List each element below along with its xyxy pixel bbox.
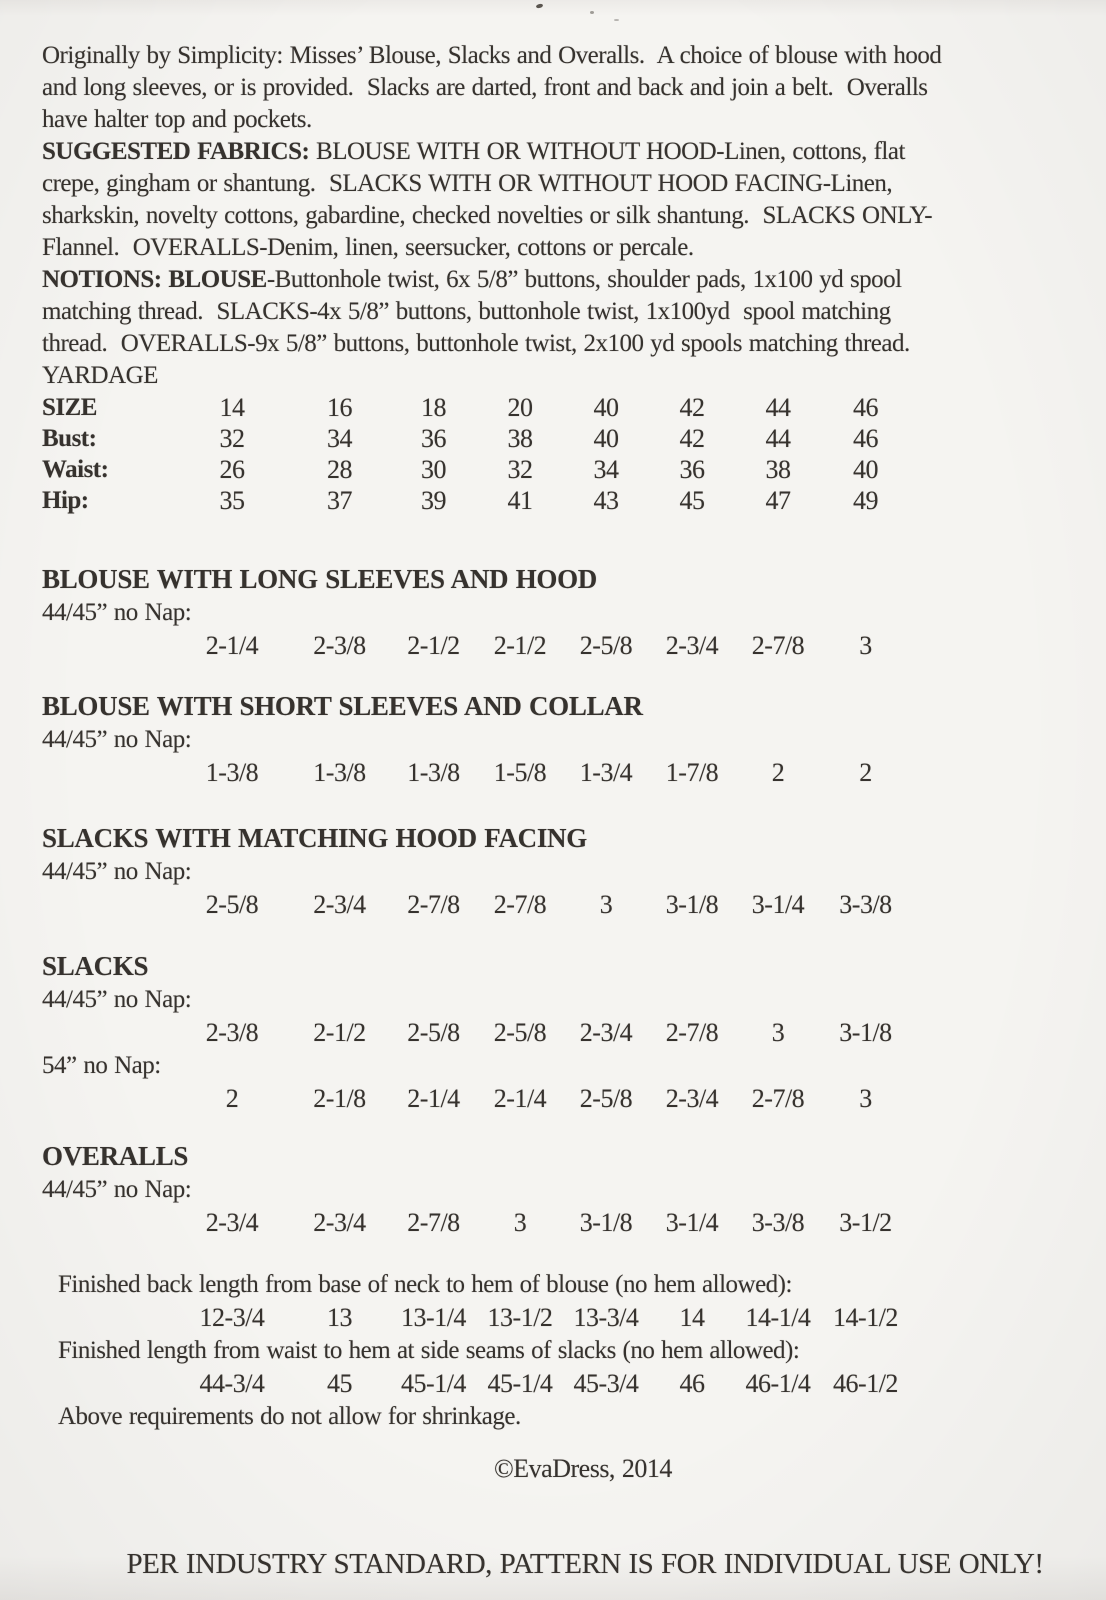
- yardage-value: 2-3/8: [313, 631, 366, 660]
- yardage-value: 2-5/8: [205, 890, 259, 919]
- line-text: -Buttonhole twist, 6x 5/8” buttons, shoulder pads, 1x100 yd spool: [266, 266, 902, 293]
- finished-length-values: [175, 1301, 1068, 1334]
- finished-length-value: 46-1/2: [833, 1369, 898, 1398]
- yardage-value: 3: [513, 1208, 527, 1237]
- yardage-value: 2-7/8: [751, 1084, 805, 1113]
- text-line: [42, 136, 1068, 168]
- yardage-value: 2-7/8: [407, 890, 460, 919]
- yardage-value: 2-5/8: [493, 1018, 547, 1047]
- scan-speck: [590, 11, 594, 14]
- yardage-values-row: [175, 629, 1068, 662]
- size-value: 39: [421, 486, 446, 515]
- yardage-value: 2-3/4: [313, 890, 366, 919]
- size-table-row: [42, 423, 1068, 454]
- finished-length-value: 45-3/4: [573, 1369, 639, 1398]
- size-value: 40: [853, 455, 878, 484]
- yardage-value: 2-1/2: [313, 1018, 366, 1047]
- finished-length-value: 14-1/2: [833, 1303, 898, 1332]
- yardage-value: 3: [771, 1018, 785, 1047]
- scan-speck: [614, 19, 619, 21]
- description-paragraphs: [42, 40, 1068, 360]
- section-title: BLOUSE WITH SHORT SLEEVES AND COLLAR: [42, 691, 643, 721]
- size-value: 28: [327, 455, 352, 484]
- section-title: OVERALLS: [42, 1141, 189, 1171]
- finished-length-value: 45-1/4: [487, 1369, 553, 1398]
- text-line: [42, 296, 1068, 328]
- yardage-value: 3-3/8: [751, 1208, 805, 1237]
- yardage-value: 3: [599, 890, 613, 919]
- size-value: 26: [219, 455, 245, 484]
- size-table-row: [42, 454, 1068, 485]
- size-value: 38: [765, 455, 791, 484]
- yardage-values-row: [175, 1016, 1068, 1049]
- finished-length-value: 13-3/4: [573, 1303, 639, 1332]
- size-value: 36: [679, 455, 705, 484]
- finished-length-value: 44-3/4: [199, 1369, 265, 1398]
- yardage-value: 3-1/2: [839, 1208, 892, 1237]
- size-value: 46: [853, 424, 878, 453]
- size-value: 18: [421, 393, 446, 422]
- line-text: crepe, gingham or shantung. SLACKS WITH OR WITHOUT HOOD FACING-Linen,: [42, 170, 893, 197]
- size-value: 37: [327, 486, 352, 515]
- yardage-value: 2-3/4: [665, 1084, 719, 1113]
- yardage-value: 2-7/8: [665, 1018, 719, 1047]
- size-row-label: Waist:: [42, 456, 109, 483]
- yardage-value: 2: [771, 758, 785, 787]
- yardage-value: 2: [859, 758, 872, 787]
- size-value: 43: [593, 486, 619, 515]
- size-row-label: Bust:: [42, 425, 97, 452]
- text-line: [42, 168, 1068, 200]
- line-text: have halter top and pockets.: [42, 106, 312, 133]
- shrinkage-note: Above requirements do not allow for shrinkage.: [58, 1403, 521, 1430]
- yardage-value: 3-1/8: [839, 1018, 892, 1047]
- size-value: 20: [507, 393, 533, 422]
- text-line: [42, 40, 1068, 72]
- size-value: 49: [853, 486, 878, 515]
- size-row-label: Hip:: [42, 487, 89, 514]
- yardage-value: 2-1/4: [493, 1084, 547, 1113]
- yardage-heading: YARDAGE: [42, 362, 158, 389]
- yardage-value: 2: [225, 1084, 239, 1113]
- finished-length-value: 46-1/4: [745, 1369, 811, 1398]
- size-value: 40: [593, 393, 619, 422]
- section-blouse-long-sleeves-hood: [42, 563, 1068, 662]
- text-line: [42, 72, 1068, 104]
- yardage-value: 1-3/8: [205, 758, 259, 787]
- finished-length-value: 45-1/4: [401, 1369, 466, 1398]
- fabric-width-label: 44/45” no Nap:: [42, 858, 192, 885]
- line-text: sharkskin, novelty cottons, gabardine, checked novelties or silk shantung. SLACKS ONLY-: [42, 202, 933, 229]
- size-values-row: [175, 392, 910, 423]
- yardage-value: 2-5/8: [579, 631, 633, 660]
- yardage-value: 2-3/8: [205, 1018, 259, 1047]
- size-value: 30: [421, 455, 446, 484]
- yardage-value: 2-1/4: [407, 1084, 460, 1113]
- yardage-value: 2-5/8: [407, 1018, 460, 1047]
- size-value: 36: [421, 424, 446, 453]
- bold-label: NOTIONS: BLOUSE: [42, 266, 267, 293]
- yardage-value: 1-3/8: [407, 758, 460, 787]
- size-value: 32: [219, 424, 245, 453]
- fabric-width-label: 54” no Nap:: [42, 1052, 161, 1079]
- finished-length-value: 14-1/4: [745, 1303, 811, 1332]
- size-table-row: [42, 485, 1068, 516]
- yardage-values-row: [175, 1206, 1068, 1239]
- size-values-row: [175, 454, 910, 485]
- size-value: 14: [219, 393, 245, 422]
- yardage-value: 3-1/4: [751, 890, 805, 919]
- finished-length-label: Finished back length from base of neck to hem of blouse (no hem allowed):: [58, 1271, 792, 1298]
- finished-length-values: [175, 1367, 1068, 1400]
- section-title: BLOUSE WITH LONG SLEEVES AND HOOD: [42, 564, 598, 594]
- section-title: SLACKS WITH MATCHING HOOD FACING: [42, 823, 587, 853]
- yardage-value: 3: [859, 1084, 872, 1113]
- size-value: 45: [679, 486, 705, 515]
- yardage-value: 2-5/8: [579, 1084, 633, 1113]
- text-line: [42, 328, 1068, 360]
- section-blouse-short-sleeves-collar: [42, 690, 1068, 789]
- finished-length-value: 13-1/4: [401, 1303, 466, 1332]
- yardage-value: 1-7/8: [665, 758, 719, 787]
- size-value: 44: [765, 424, 791, 453]
- yardage-value: 3-3/8: [839, 890, 892, 919]
- yardage-value: 2-3/4: [665, 631, 719, 660]
- size-value: 44: [765, 393, 791, 422]
- yardage-value: 2-1/4: [205, 631, 259, 660]
- size-values-row: [175, 423, 910, 454]
- text-line: [42, 200, 1068, 232]
- size-value: 32: [507, 455, 533, 484]
- finished-length-value: 45: [327, 1369, 352, 1398]
- size-value: 41: [507, 486, 533, 515]
- industry-standard-footer: PER INDUSTRY STANDARD, PATTERN IS FOR INDIVIDUAL USE ONLY!: [126, 1548, 1044, 1580]
- yardage-values-row: [175, 756, 1068, 789]
- yardage-value: 2-7/8: [751, 631, 805, 660]
- line-text: matching thread. SLACKS-4x 5/8” buttons, buttonhole twist, 1x100yd spool matching: [42, 298, 891, 325]
- size-value: 46: [853, 393, 878, 422]
- section-slacks: [42, 950, 1068, 1115]
- size-value: 34: [593, 455, 619, 484]
- fabric-width-label: 44/45” no Nap:: [42, 986, 192, 1013]
- finished-length-value: 14: [679, 1303, 705, 1332]
- yardage-values-row: [175, 1082, 1068, 1115]
- yardage-value: 3-1/8: [665, 890, 719, 919]
- yardage-value: 2-3/4: [313, 1208, 366, 1237]
- fabric-width-label: 44/45” no Nap:: [42, 599, 192, 626]
- yardage-value: 2-1/2: [407, 631, 460, 660]
- size-value: 38: [507, 424, 533, 453]
- finished-length-value: 13-1/2: [487, 1303, 553, 1332]
- fabric-width-label: 44/45” no Nap:: [42, 1176, 192, 1203]
- yardage-value: 2-3/4: [579, 1018, 633, 1047]
- size-value: 34: [327, 424, 352, 453]
- size-row-label: SIZE: [42, 394, 97, 421]
- size-value: 42: [679, 393, 705, 422]
- scan-speck: [536, 3, 544, 9]
- line-text: thread. OVERALLS-9x 5/8” buttons, buttonhole twist, 2x100 yd spools matching thread.: [42, 330, 910, 357]
- line-text: and long sleeves, or is provided. Slacks are darted, front and back and join a belt. Overalls: [42, 74, 928, 101]
- yardage-value: 2-3/4: [205, 1208, 259, 1237]
- text-line: [42, 264, 1068, 296]
- yardage-value: 1-3/8: [313, 758, 366, 787]
- bold-label: SUGGESTED FABRICS:: [42, 138, 310, 165]
- finished-length-value: 13: [327, 1303, 352, 1332]
- yardage-value: 3-1/4: [665, 1208, 719, 1237]
- finished-length-label: Finished length from waist to hem at side seams of slacks (no hem allowed):: [58, 1337, 800, 1364]
- yardage-values-row: [175, 888, 1068, 921]
- size-value: 35: [219, 486, 245, 515]
- yardage-value: 2-1/2: [493, 631, 547, 660]
- yardage-value: 1-3/4: [579, 758, 633, 787]
- yardage-value: 2-7/8: [407, 1208, 460, 1237]
- fabric-width-label: 44/45” no Nap:: [42, 726, 192, 753]
- copyright-line: ©EvaDress, 2014: [494, 1454, 672, 1483]
- size-table-row: [42, 392, 1068, 423]
- line-text: Flannel. OVERALLS-Denim, linen, seersucker, cottons or percale.: [42, 234, 694, 261]
- section-slacks-matching-hood-facing: [42, 822, 1068, 921]
- line-text: BLOUSE WITH OR WITHOUT HOOD-Linen, cottons, flat: [309, 138, 905, 165]
- size-value: 47: [765, 486, 791, 515]
- yardage-value: 3: [859, 631, 872, 660]
- yardage-value: 3-1/8: [579, 1208, 633, 1237]
- size-measurement-table: [42, 392, 1068, 516]
- yardage-value: 1-5/8: [493, 758, 547, 787]
- line-text: Originally by Simplicity: Misses’ Blouse, Slacks and Overalls. A choice of blouse with hood: [42, 42, 942, 69]
- size-value: 16: [327, 393, 352, 422]
- finished-lengths-block: [42, 1268, 1068, 1433]
- finished-length-value: 46: [679, 1369, 705, 1398]
- text-line: [42, 232, 1068, 264]
- size-value: 40: [593, 424, 619, 453]
- text-line: [42, 104, 1068, 136]
- yardage-value: 2-7/8: [493, 890, 547, 919]
- section-title: SLACKS: [42, 951, 149, 981]
- yardage-value: 2-1/8: [313, 1084, 366, 1113]
- finished-length-value: 12-3/4: [199, 1303, 265, 1332]
- size-value: 42: [679, 424, 705, 453]
- size-values-row: [175, 485, 910, 516]
- section-overalls: [42, 1140, 1068, 1239]
